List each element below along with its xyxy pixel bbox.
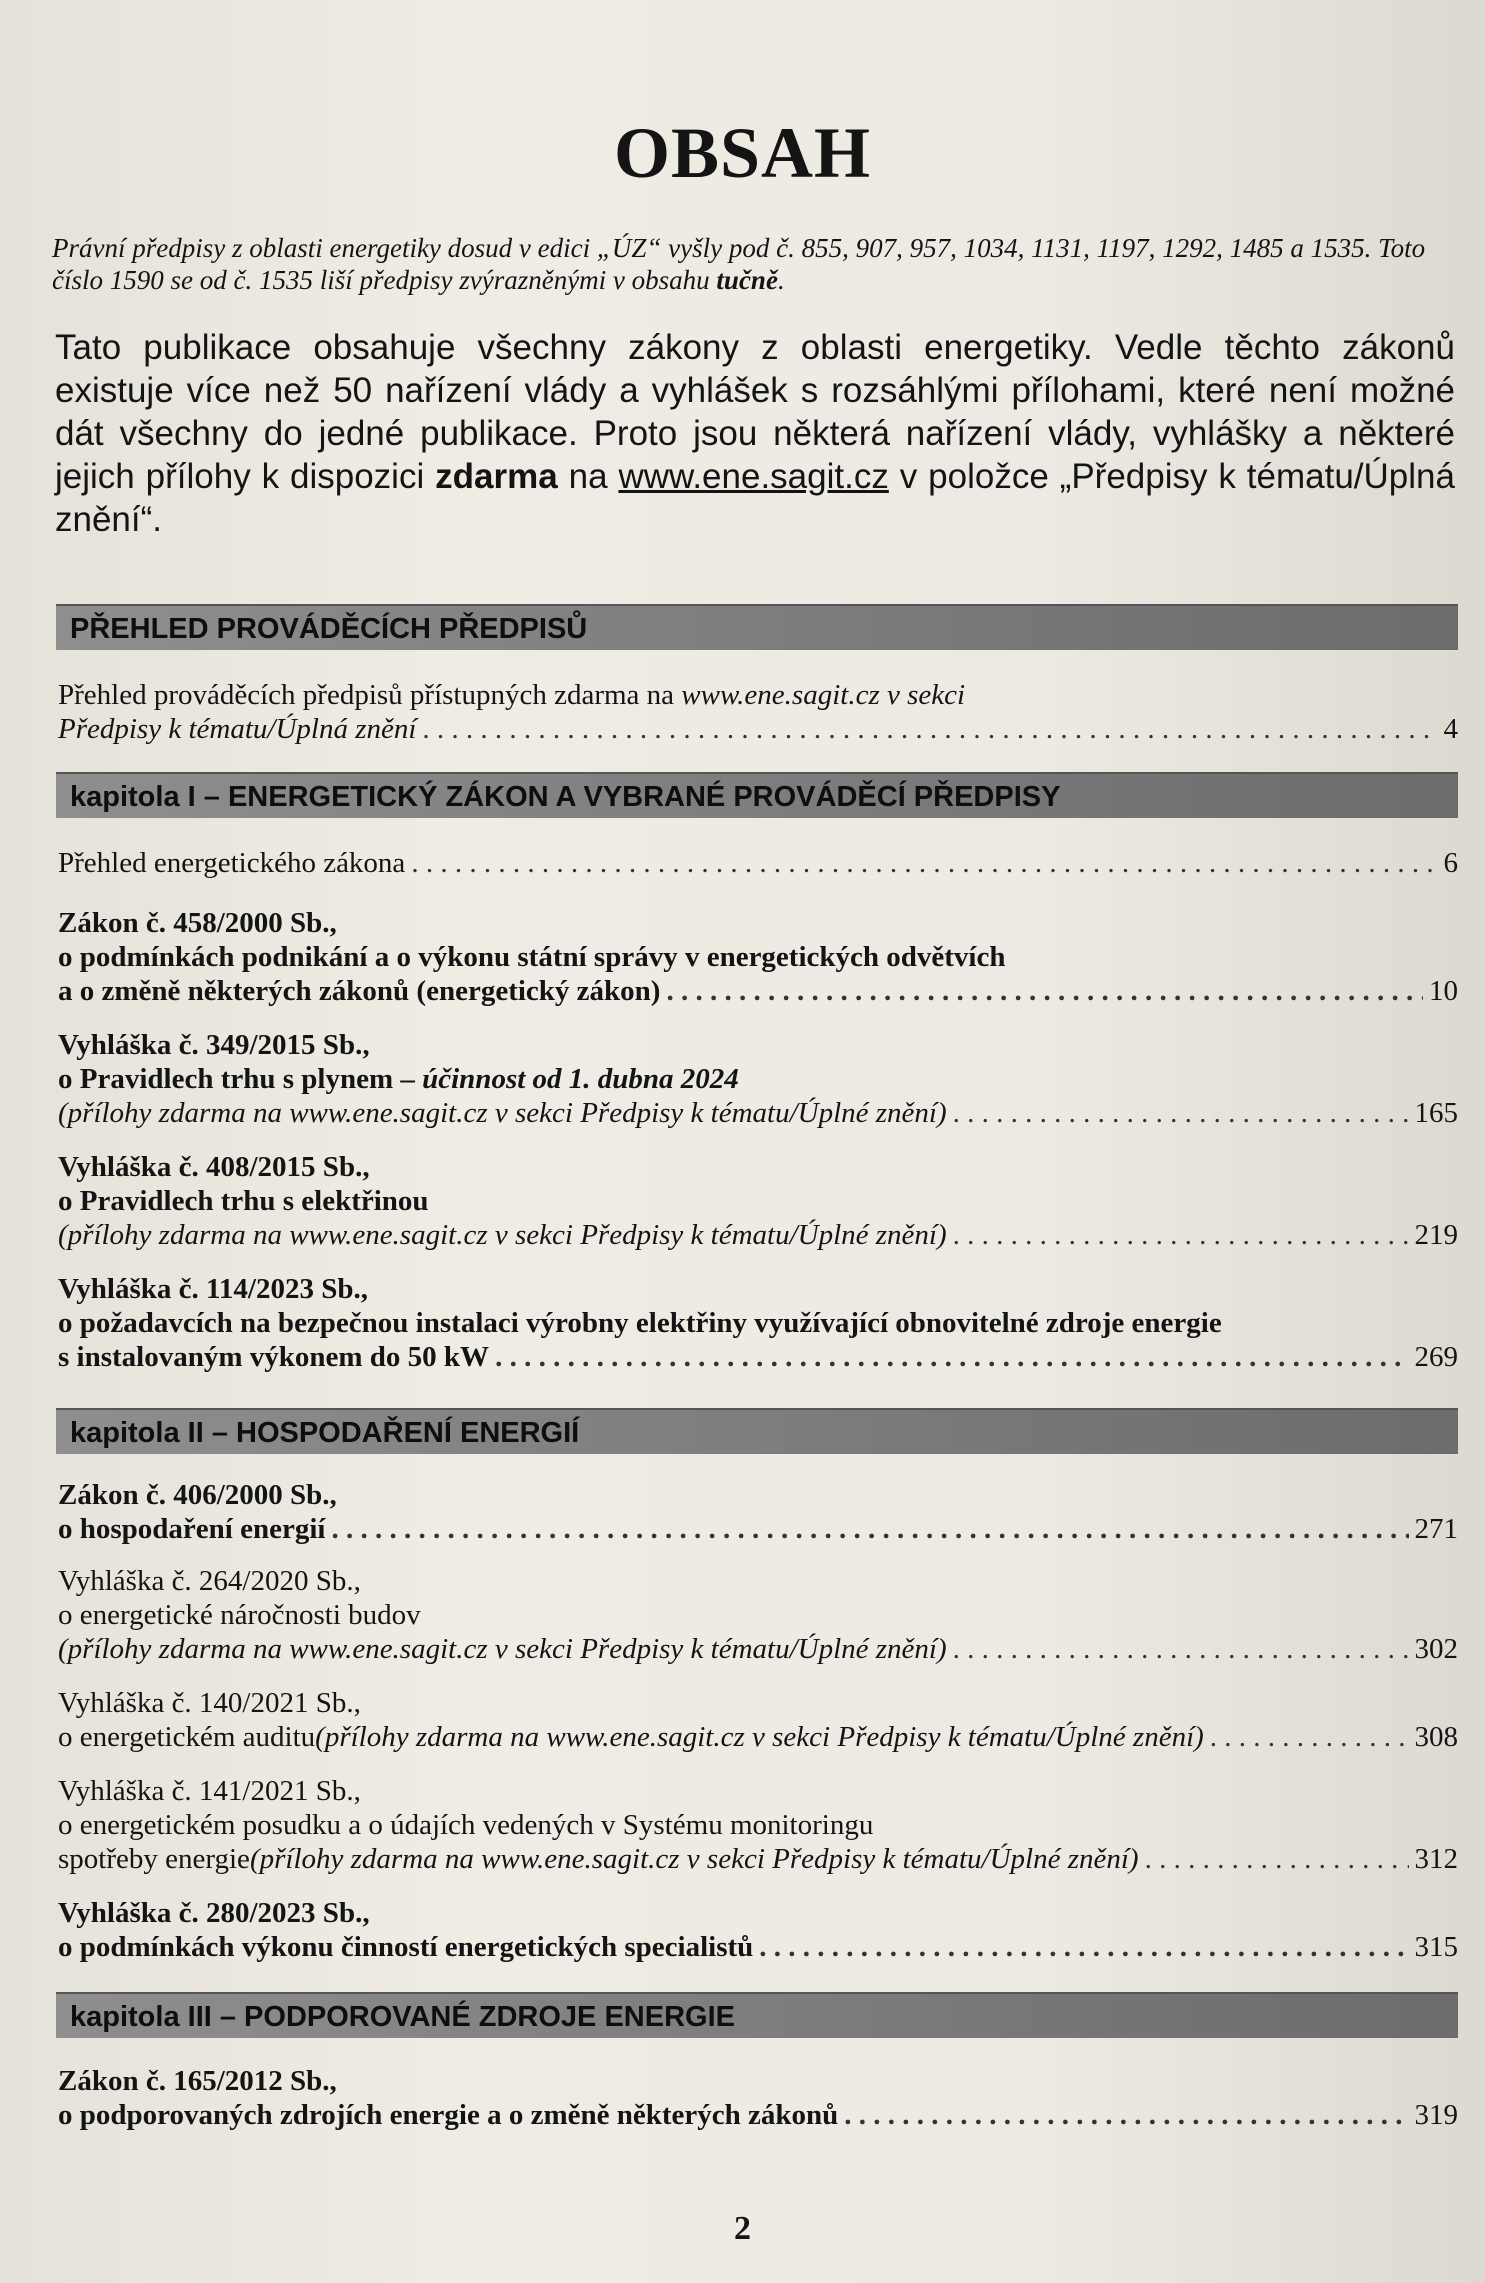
- toc-page-number: 312: [1414, 1843, 1458, 1875]
- toc-entry-line: Vyhláška č. 408/2015 Sb.,: [58, 1151, 370, 1183]
- toc-entry-line: [58, 678, 1458, 712]
- leader-dots: [666, 974, 1423, 1008]
- section-heading-overview: PŘEHLED PROVÁDĚCÍCH PŘEDPISŮ: [56, 604, 1458, 650]
- toc-entry[interactable]: [58, 846, 1458, 880]
- leader-dots: [1210, 1720, 1409, 1754]
- toc-entry[interactable]: [58, 1150, 1458, 1252]
- edition-note-end: .: [777, 265, 785, 295]
- page-title: OBSAH: [613, 113, 872, 193]
- toc-entry-text: (přílohy zdarma na www.ene.sagit.cz v sekci Předpisy k tématu/Úplné znění): [58, 1633, 947, 1665]
- toc-entry-line: Zákon č. 165/2012 Sb.,: [58, 2065, 337, 2097]
- leader-dots: [759, 1930, 1408, 1964]
- toc-page-number: 219: [1414, 1219, 1458, 1251]
- toc-page-number: 4: [1443, 713, 1458, 745]
- toc-entry-text: Přehled prováděcích předpisů přístupných zdarma na: [58, 679, 682, 711]
- toc-entry-text: o hospodaření energií: [58, 1513, 326, 1545]
- leader-dots: [331, 1512, 1408, 1546]
- toc-entry-italic: účinnost od 1. dubna 2024: [422, 1063, 739, 1095]
- toc-page-number: 308: [1414, 1721, 1458, 1753]
- toc-page-number: 319: [1414, 2099, 1458, 2131]
- toc-entry-text: o Pravidlech trhu s plynem –: [58, 1063, 423, 1095]
- toc-entry[interactable]: [58, 2064, 1458, 2132]
- website-link[interactable]: www.ene.sagit.cz: [618, 457, 889, 496]
- toc-page-number: 165: [1414, 1097, 1458, 1129]
- toc-page-number: 302: [1414, 1633, 1458, 1665]
- toc-entry-line: o energetické náročnosti budov: [58, 1599, 421, 1631]
- toc-entry-text: Přehled energetického zákona: [58, 847, 406, 879]
- leader-dots: [953, 1218, 1409, 1252]
- leader-dots: [953, 1632, 1409, 1666]
- toc-entry-line: Vyhláška č. 349/2015 Sb.,: [58, 1029, 370, 1061]
- leader-dots: [411, 846, 1437, 880]
- intro-paragraph: [55, 326, 1455, 541]
- toc-entry-line: Vyhláška č. 140/2021 Sb.,: [58, 1687, 361, 1719]
- toc-page-number: 271: [1414, 1513, 1458, 1545]
- toc-entry-text: a o změně některých zákonů (energetický zákon): [58, 975, 661, 1007]
- toc-entry[interactable]: [58, 1478, 1458, 1546]
- toc-entry-last-line: [58, 974, 1458, 1008]
- toc-entry-line: [58, 1062, 1458, 1096]
- section-heading-chapter-3: kapitola III – PODPOROVANÉ ZDROJE ENERGIE: [56, 1992, 1458, 2038]
- leader-dots: [422, 712, 1437, 746]
- intro-bold: zdarma: [435, 457, 558, 496]
- toc-entry-text: Předpisy k tématu/Úplná znění: [58, 713, 417, 745]
- toc-entry-last-line: [58, 1218, 1458, 1252]
- intro-text-1: Tato publikace obsahuje všechny zákony z oblasti energetiky. Vedle těchto zákonů existuje více než 50 nařízení vlády a vyhlášek s rozsáhlými přílohami, které není možné dát všechny do jedné publikace. Proto jsou některá nařízení vlády, vyhlášky a některé jejich přílohy k dispozici: [55, 328, 1455, 496]
- toc-page-number: 6: [1443, 847, 1458, 879]
- toc-entry-line: o požadavcích na bezpečnou instalaci výrobny elektřiny využívající obnovitelné zdroje energie: [58, 1307, 1222, 1339]
- toc-entry-line: Vyhláška č. 114/2023 Sb.,: [58, 1273, 368, 1305]
- toc-entry-line: Vyhláška č. 141/2021 Sb.,: [58, 1775, 361, 1807]
- toc-entry[interactable]: [58, 1028, 1458, 1130]
- toc-page-number: 269: [1414, 1341, 1458, 1373]
- toc-entry-line: Zákon č. 458/2000 Sb.,: [58, 907, 337, 939]
- section-heading-chapter-2: kapitola II – HOSPODAŘENÍ ENERGIÍ: [56, 1408, 1458, 1454]
- toc-entry-italic: (přílohy zdarma na www.ene.sagit.cz v sekci Předpisy k tématu/Úplné znění): [315, 1721, 1204, 1753]
- toc-entry-last-line: [58, 712, 1458, 746]
- toc-entry-text: (přílohy zdarma na www.ene.sagit.cz v sekci Předpisy k tématu/Úplné znění): [58, 1097, 947, 1129]
- leader-dots: [844, 2098, 1408, 2132]
- toc-entry-text: spotřeby energie: [58, 1843, 250, 1875]
- toc-entry-last-line: [58, 1930, 1458, 1964]
- toc-entry[interactable]: [58, 906, 1458, 1008]
- toc-entry-line: o energetickém posudku a o údajích vedených v Systému monitoringu: [58, 1809, 874, 1841]
- toc-entry[interactable]: [58, 1564, 1458, 1666]
- toc-entry-text: o podporovaných zdrojích energie a o změně některých zákonů: [58, 2099, 839, 2131]
- edition-note-bold: tučně: [716, 265, 778, 295]
- edition-note: [52, 232, 1452, 296]
- toc-entry-line: o Pravidlech trhu s elektřinou: [58, 1185, 429, 1217]
- toc-entry-text: o podmínkách výkonu činností energetických specialistů: [58, 1931, 754, 1963]
- toc-entry-last-line: [58, 1842, 1458, 1876]
- toc-entry-italic: (přílohy zdarma na www.ene.sagit.cz v sekci Předpisy k tématu/Úplné znění): [249, 1843, 1139, 1875]
- toc-entry-line: Vyhláška č. 280/2023 Sb.,: [58, 1897, 370, 1929]
- toc-entry-last-line: [58, 1512, 1458, 1546]
- toc-entry-line: Vyhláška č. 264/2020 Sb.,: [58, 1565, 361, 1597]
- toc-entry-line: o podmínkách podnikání a o výkonu státní správy v energetických odvětvích: [58, 941, 1006, 973]
- leader-dots: [953, 1096, 1409, 1130]
- toc-entry-last-line: [58, 1096, 1458, 1130]
- toc-entry-italic: www.ene.sagit.cz v sekci: [681, 679, 966, 711]
- toc-entry[interactable]: [58, 1272, 1458, 1374]
- leader-dots: [1145, 1842, 1409, 1876]
- toc-entry[interactable]: [58, 1896, 1458, 1964]
- toc-entry-last-line: [58, 2098, 1458, 2132]
- toc-page-number: 10: [1429, 975, 1458, 1007]
- toc-entry-text: o energetickém auditu: [58, 1721, 316, 1753]
- intro-text-3: v položce „Předpisy k tématu/Úplná znění“.: [55, 457, 1455, 539]
- toc-page-number: 315: [1414, 1931, 1458, 1963]
- toc-entry[interactable]: [58, 678, 1458, 746]
- leader-dots: [495, 1340, 1408, 1374]
- toc-entry-last-line: [58, 846, 1458, 880]
- toc-entry-last-line: [58, 1340, 1458, 1374]
- edition-note-text: Právní předpisy z oblasti energetiky dosud v edici „ÚZ“ vyšly pod č. 855, 907, 957, 1034, 1131, 1197, 1292, 1485 a 1535. Toto číslo 1590 se od č. 1535 liší předpisy zvýrazněnými v obsahu: [52, 233, 1426, 295]
- toc-entry[interactable]: [58, 1774, 1458, 1876]
- toc-entry-text: s instalovaným výkonem do 50 kW: [58, 1341, 490, 1373]
- toc-entry-line: Zákon č. 406/2000 Sb.,: [58, 1479, 337, 1511]
- toc-entry[interactable]: [58, 1686, 1458, 1754]
- page-number: 2: [734, 2210, 751, 2247]
- intro-text-2: na: [557, 457, 619, 496]
- toc-entry-last-line: [58, 1720, 1458, 1754]
- toc-entry-last-line: [58, 1632, 1458, 1666]
- toc-entry-text: (přílohy zdarma na www.ene.sagit.cz v sekci Předpisy k tématu/Úplné znění): [58, 1219, 947, 1251]
- section-heading-chapter-1: kapitola I – ENERGETICKÝ ZÁKON A VYBRANÉ PROVÁDĚCÍ PŘEDPISY: [56, 772, 1458, 818]
